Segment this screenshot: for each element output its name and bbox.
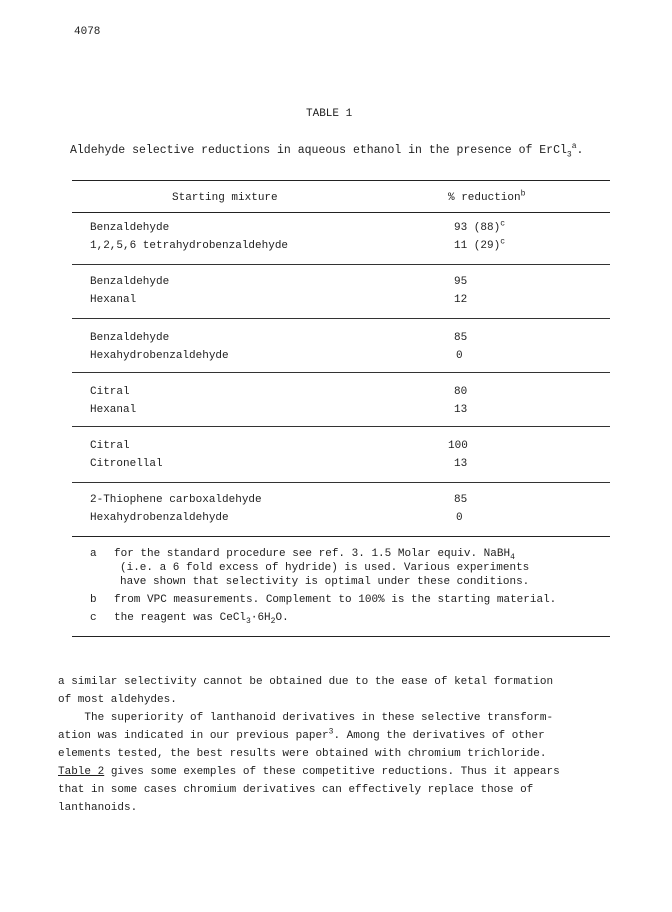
- row-value: 85: [454, 332, 468, 344]
- row-name: Citral: [90, 386, 130, 398]
- row-name: Citronellal: [90, 458, 163, 470]
- body-line-2: of most aldehydes.: [58, 694, 177, 706]
- page-number: 4078: [74, 26, 101, 38]
- row-name: Citral: [90, 440, 130, 452]
- group-rule: [72, 264, 610, 265]
- header-percent-reduction: % reduction$^b$: [448, 189, 526, 204]
- row-value: 11 $(29)^c$: [454, 237, 506, 252]
- notes-bottom-rule: [72, 636, 610, 637]
- table-top-rule: [72, 180, 610, 181]
- body-line-4: ation was indicated in our previous paper$^3$. Among the derivatives of other: [58, 727, 545, 742]
- group-rule: [72, 318, 610, 319]
- table-2-reference: Table 2: [58, 766, 105, 778]
- group-rule: [72, 482, 610, 483]
- body-line-1: a similar selectivity cannot be obtained due to the ease of ketal formation: [58, 676, 554, 688]
- note-b-text: from VPC measurements. Complement to 100% is the starting material.: [114, 594, 557, 606]
- row-name: Hexahydrobenzaldehyde: [90, 350, 229, 362]
- row-value: 80: [454, 386, 468, 398]
- note-b-key: b: [90, 594, 97, 606]
- row-value: 13: [454, 458, 468, 470]
- row-value: 13: [454, 404, 468, 416]
- row-name: Benzaldehyde: [90, 276, 170, 288]
- row-name: 2-Thiophene carboxaldehyde: [90, 494, 262, 506]
- note-a-line3: have shown that selectivity is optimal under these conditions.: [120, 576, 530, 588]
- row-value: 0: [456, 350, 463, 362]
- body-line-7: that in some cases chromium derivatives can effectively replace those of: [58, 784, 534, 796]
- body-line-8: lanthanoids.: [58, 802, 138, 814]
- row-name: 1,2,5,6 tetrahydrobenzaldehyde: [90, 240, 289, 252]
- row-value: 12: [454, 294, 468, 306]
- note-c-text: the reagent was $CeCl_3\cdot 6H_2O$.: [114, 612, 289, 627]
- row-value: 95: [454, 276, 468, 288]
- row-name: Hexanal: [90, 294, 137, 306]
- row-name: Hexahydrobenzaldehyde: [90, 512, 229, 524]
- row-value: 85: [454, 494, 468, 506]
- table-label: TABLE 1: [306, 108, 353, 120]
- row-name: Benzaldehyde: [90, 332, 170, 344]
- row-name: Hexanal: [90, 404, 137, 416]
- group-rule: [72, 372, 610, 373]
- group-rule: [72, 426, 610, 427]
- note-c-key: c: [90, 612, 97, 624]
- table-bottom-rule: [72, 536, 610, 537]
- body-line-3: The superiority of lanthanoid derivatives in these selective transform-: [58, 712, 554, 724]
- header-rule: [72, 212, 610, 213]
- row-value: 100: [448, 440, 468, 452]
- row-name: Benzaldehyde: [90, 222, 170, 234]
- table-caption: Aldehyde selective reductions in aqueous ethanol in the presence of ErCl$_3^a$.: [70, 142, 584, 160]
- body-line-5: elements tested, the best results were obtained with chromium trichloride.: [58, 748, 547, 760]
- header-starting-mixture: Starting mixture: [172, 192, 278, 204]
- note-a-key: a: [90, 548, 97, 560]
- body-line-6: Table 2 gives some exemples of these competitive reductions. Thus it appears: [58, 766, 560, 778]
- row-value: 0: [456, 512, 463, 524]
- row-value: 93 $(88)^c$: [454, 219, 506, 234]
- note-a-line2: (i.e. a 6 fold excess of hydride) is used. Various experiments: [120, 562, 530, 574]
- note-a-line1: for the standard procedure see ref. 3. 1.5 Molar equiv. NaBH$_4$: [114, 548, 515, 563]
